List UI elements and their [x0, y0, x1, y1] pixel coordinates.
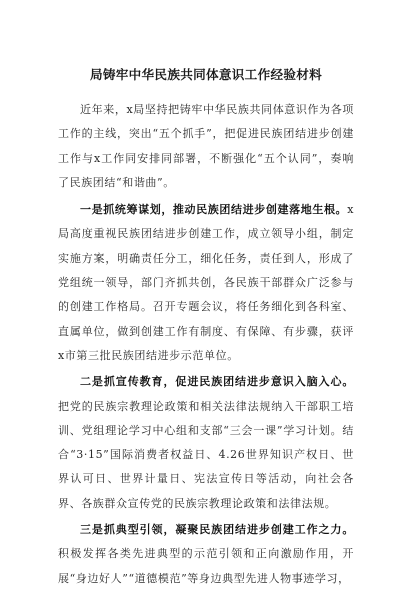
- section-3-lead: 三是抓典型引领，凝聚民族团结进步创建工作之力。: [80, 523, 354, 537]
- document-title: 局铸牢中华民族共同体意识工作经验材料: [89, 67, 323, 82]
- section-2-lead: 二是抓宣传教育，促进民族团结进步意识入脑入心。: [80, 375, 354, 389]
- section-2-body: 把党的民族宗教理论政策和相关法律法规纳入干部职工培训、党组理论学习中心组和支部“三会一课”学习计划。结合“3·15”国际消费者权益日、4.26世界知识产权日、世界认可日、世界计量日、宪法宣传日等活动，向社会各界、各族群众宣传党的民族宗教理论政策和法律法规。: [58, 399, 354, 510]
- section-3-body: 积极发挥各类先进典型的示范引领和正向激励作用，开展“身边好人”“道德模范”等身边典型先进人物事迹学习，: [58, 547, 354, 585]
- section-3-paragraph: [58, 518, 354, 591]
- section-1-lead: 一是抓统筹谋划，推动民族团结进步创建落地生根。: [80, 203, 348, 217]
- section-1-paragraph: [58, 198, 354, 368]
- section-2-paragraph: [58, 370, 354, 516]
- intro-paragraph: 近年来，x局坚持把铸牢中华民族共同体意识作为各项工作的主线，突出“五个抓手”，把促进民族团结进步创建工作与x工作同安排同部署，不断强化“五个认同”，奏响了民族团结“和谐曲”。: [58, 103, 354, 189]
- section-1-body: x局高度重视民族团结进步创建工作，成立领导小组，制定实施方案，明确责任分工，细化任务，责任到人，形成了党组统一领导，部门齐抓共创，各民族干部群众广泛参与的创建工作格局。召开专题会议，将任务细化到各科室、直属单位，做到创建工作有制度、有保障、有步骤，获评x市第三批民族团结进步示范单位。: [58, 203, 354, 362]
